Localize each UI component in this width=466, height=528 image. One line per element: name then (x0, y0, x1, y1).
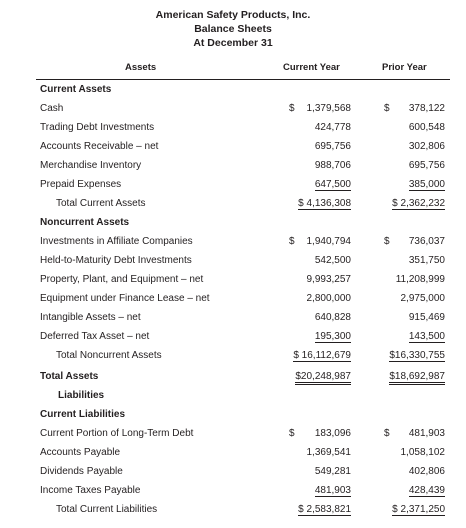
row-label: Merchandise Inventory (40, 160, 142, 171)
row-label: Noncurrent Assets (40, 217, 130, 228)
prior-year-value: $ 2,362,232 (392, 198, 445, 209)
row-label: Accounts Payable (40, 447, 121, 458)
row-label: Held-to-Maturity Debt Investments (40, 255, 192, 266)
prior-year-value: 428,439 (408, 485, 445, 496)
current-year-value: 2,800,000 (306, 293, 351, 304)
section-heading-liabilities (0, 387, 466, 406)
row-label: Total Current Assets (56, 198, 146, 209)
row-label: Income Taxes Payable (40, 485, 141, 496)
table-row (0, 252, 466, 271)
prior-year-value: 695,756 (408, 160, 445, 171)
current-year-value: $ 16,112,679 (293, 350, 351, 361)
prior-year-value: $16,330,755 (389, 350, 445, 361)
row-label: Total Assets (40, 371, 99, 382)
table-row (0, 233, 466, 252)
table-row (0, 157, 466, 176)
current-year-column-heading: Current Year (283, 62, 340, 73)
row-label: Trading Debt Investments (40, 122, 155, 133)
section-heading-noncurrent-assets (0, 214, 466, 233)
current-year-value: 1,369,541 (306, 447, 351, 458)
prior-year-value: 915,469 (408, 312, 445, 323)
prior-year-value: 1,058,102 (400, 447, 445, 458)
prior-year-value: 600,548 (408, 122, 445, 133)
row-label: Property, Plant, and Equipment – net (40, 274, 204, 285)
row-label: Intangible Assets – net (40, 312, 141, 323)
row-label: Liabilities (58, 390, 105, 401)
row-label: Equipment under Finance Lease – net (40, 293, 210, 304)
row-label: Investments in Affiliate Companies (40, 236, 193, 247)
prior-year-value: 2,975,000 (400, 293, 445, 304)
prior-year-value: $ 2,371,250 (392, 504, 445, 515)
prior-year-value: $18,692,987 (389, 371, 445, 385)
prior-year-value: 143,500 (408, 331, 445, 342)
current-year-value: 481,903 (314, 485, 351, 496)
subtotal-row (0, 347, 466, 366)
assets-column-heading: Assets (125, 62, 157, 73)
row-label: Current Assets (40, 84, 112, 95)
current-year-value: 640,828 (314, 312, 351, 323)
subtotal-row (0, 501, 466, 520)
prior-year-value: 11,208,999 (395, 274, 445, 285)
row-label: Cash (40, 103, 64, 114)
prior-year-value: 351,750 (408, 255, 445, 266)
grand-total-row (0, 368, 466, 387)
dollar-sign: $ (289, 428, 295, 439)
section-heading-current-liabilities (0, 406, 466, 425)
row-label: Total Current Liabilities (56, 504, 158, 515)
current-year-value: $20,248,987 (295, 371, 351, 385)
dollar-sign: $ (384, 236, 390, 247)
dollar-sign: $ (384, 103, 390, 114)
table-row (0, 100, 466, 119)
dollar-sign: $ (384, 428, 390, 439)
table-row (0, 444, 466, 463)
prior-year-value: 481,903 (408, 428, 445, 439)
prior-year-value: 736,037 (408, 236, 445, 247)
section-heading-current-assets (0, 81, 466, 100)
prior-year-value: 302,806 (408, 141, 445, 152)
table-row (0, 463, 466, 482)
current-year-value: 1,940,794 (306, 236, 351, 247)
current-year-value: 183,096 (314, 428, 351, 439)
current-year-value: 195,300 (314, 331, 351, 342)
table-row (0, 271, 466, 290)
row-label: Current Portion of Long-Term Debt (40, 428, 194, 439)
table-row (0, 425, 466, 444)
prior-year-value: 378,122 (408, 103, 445, 114)
row-label: Deferred Tax Asset – net (40, 331, 150, 342)
dollar-sign: $ (289, 103, 295, 114)
table-row (0, 176, 466, 195)
prior-year-value: 402,806 (408, 466, 445, 477)
current-year-value: 549,281 (314, 466, 351, 477)
table-row (0, 138, 466, 157)
prior-year-column-heading: Prior Year (382, 62, 427, 73)
current-year-value: 424,778 (314, 122, 351, 133)
row-label: Current Liabilities (40, 409, 126, 420)
row-label: Dividends Payable (40, 466, 123, 477)
row-label: Total Noncurrent Assets (56, 350, 162, 361)
table-row (0, 328, 466, 347)
company-name: American Safety Products, Inc. (155, 9, 311, 21)
current-year-value: 1,379,568 (306, 103, 351, 114)
current-year-value: 647,500 (314, 179, 351, 190)
current-year-value: $ 2,583,821 (298, 504, 351, 515)
statement-date: At December 31 (193, 37, 273, 49)
prior-year-value: 385,000 (408, 179, 445, 190)
current-year-value: 542,500 (314, 255, 351, 266)
row-label: Prepaid Expenses (40, 179, 122, 190)
table-row (0, 482, 466, 501)
statement-title: Balance Sheets (194, 23, 272, 35)
subtotal-row (0, 195, 466, 214)
row-label: Accounts Receivable – net (40, 141, 159, 152)
table-row (0, 309, 466, 328)
current-year-value: 695,756 (314, 141, 351, 152)
table-row (0, 119, 466, 138)
table-row (0, 290, 466, 309)
current-year-value: 988,706 (314, 160, 351, 171)
dollar-sign: $ (289, 236, 295, 247)
current-year-value: $ 4,136,308 (298, 198, 351, 209)
header-rule (36, 79, 450, 80)
current-year-value: 9,993,257 (306, 274, 351, 285)
